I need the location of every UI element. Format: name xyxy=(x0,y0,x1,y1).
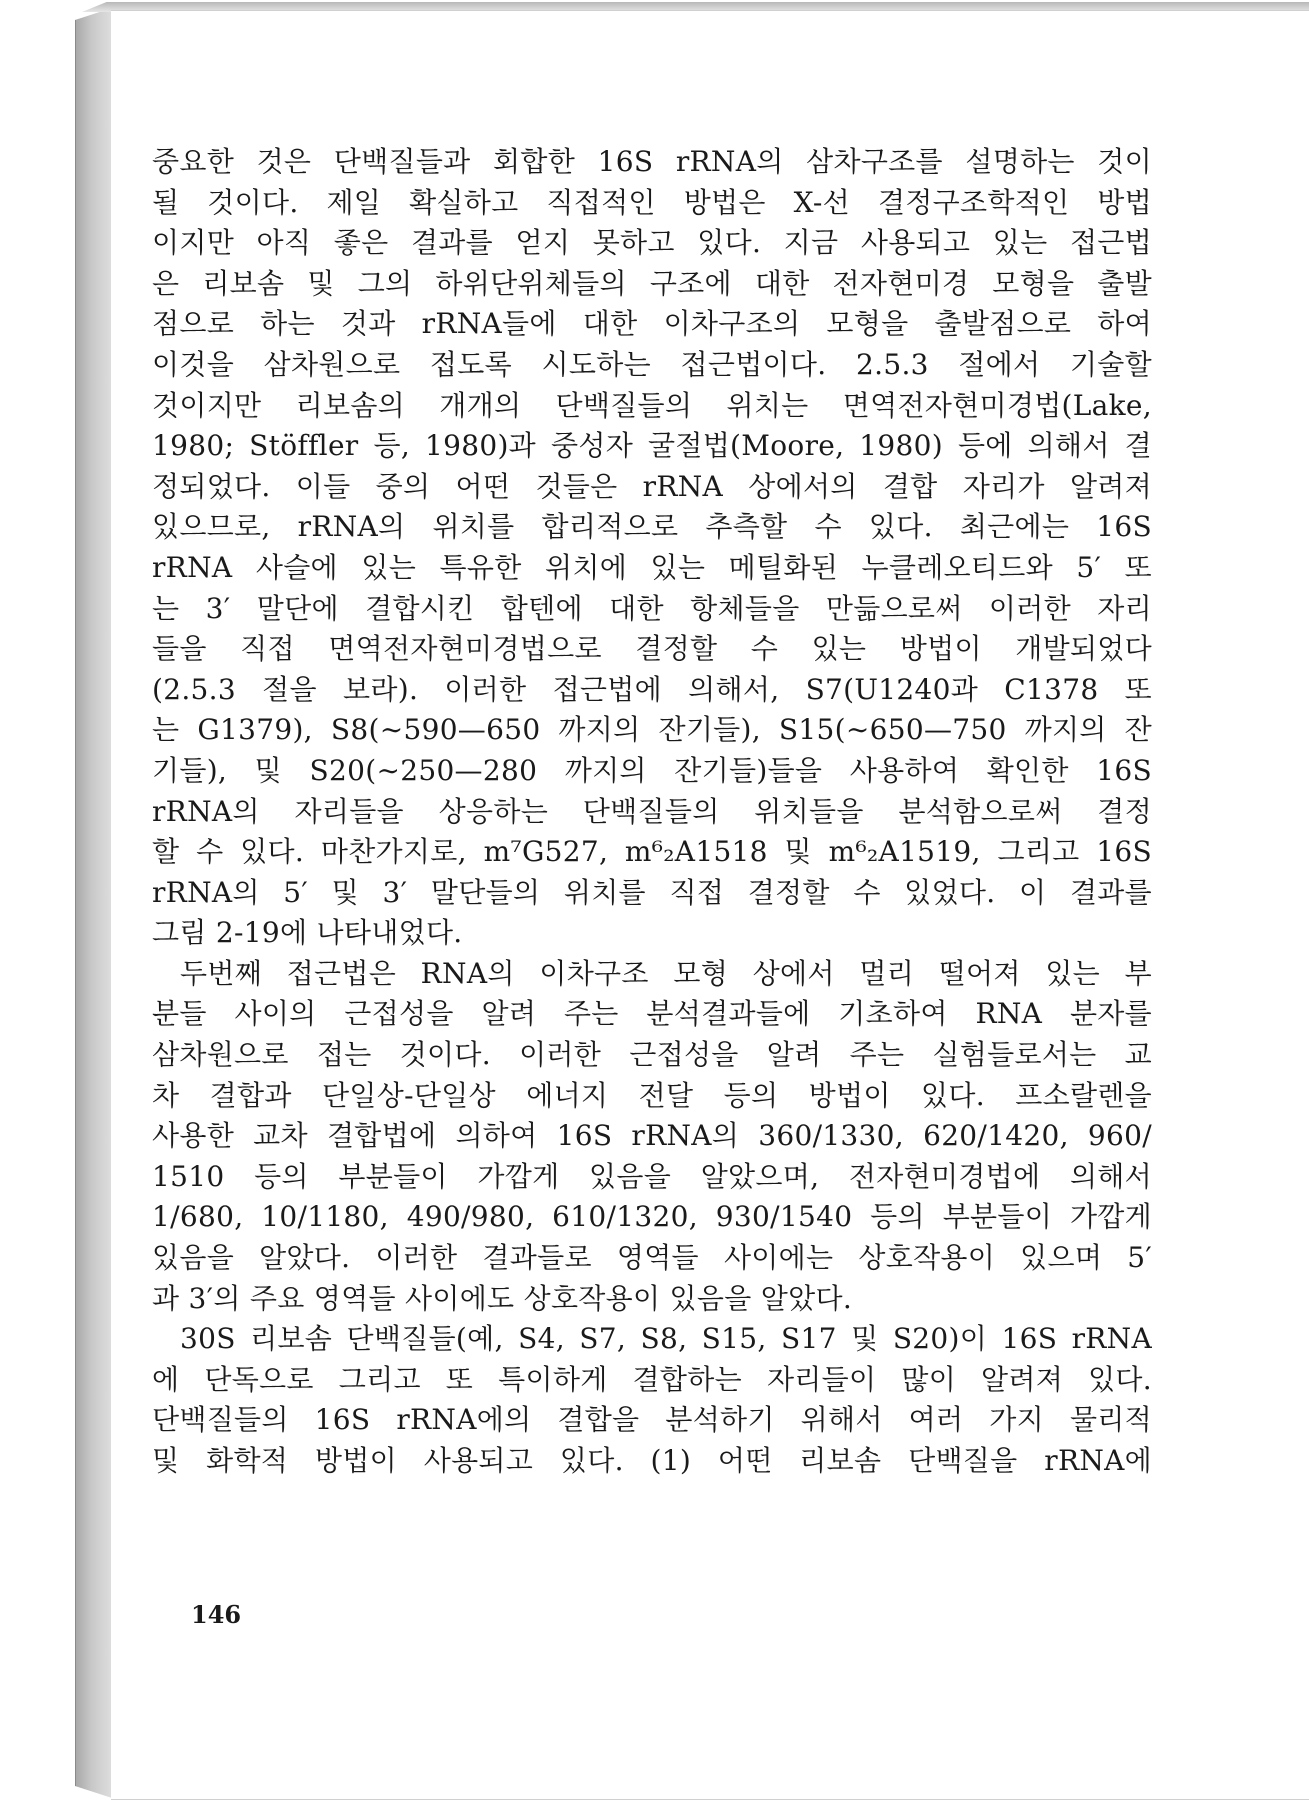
text-line: 은 리보솜 및 그의 하위단위체들의 구조에 대한 전자현미경 모형을 출발 xyxy=(152,266,1152,300)
text-line: rRNA의 자리들을 상응하는 단백질들의 위치들을 분석함으로써 결정 xyxy=(152,794,1152,828)
body-text xyxy=(152,142,1152,1482)
text-line: 분들 사이의 근접성을 알려 주는 분석결과들에 기초하여 RNA 분자를 xyxy=(152,997,1152,1031)
text-line: 있으므로, rRNA의 위치를 합리적으로 추측할 수 있다. 최근에는 16S xyxy=(152,510,1152,544)
text-line: rRNA의 5′ 및 3′ 말단들의 위치를 직접 결정할 수 있었다. 이 결과를 xyxy=(152,875,1152,909)
text-line: 사용한 교차 결합법에 의하여 16S rRNA의 360/1330, 620/1420, 960/ xyxy=(152,1119,1152,1153)
text-line: 1510 등의 부분들이 가깝게 있음을 알았으며, 전자현미경법에 의해서 xyxy=(152,1159,1152,1193)
text-line: rRNA 사슬에 있는 특유한 위치에 있는 메틸화된 누클레오티드와 5′ 또 xyxy=(152,550,1152,584)
text-line: 점으로 하는 것과 rRNA들에 대한 이차구조의 모형을 출발점으로 하여 xyxy=(152,307,1152,341)
text-line: 는 G1379), S8(∼590—650 까지의 잔기들), S15(∼650—750 까지의 잔 xyxy=(152,713,1152,747)
paragraph-start-line: 두번째 접근법은 RNA의 이차구조 모형 상에서 멀리 떨어져 있는 부 xyxy=(180,956,1152,990)
text-line: 1/680, 10/1180, 490/980, 610/1320, 930/1540 등의 부분들이 가깝게 xyxy=(152,1200,1152,1234)
text-line: 는 3′ 말단에 결합시킨 합텐에 대한 항체들을 만듦으로써 이러한 자리 xyxy=(152,591,1152,625)
text-line: 삼차원으로 접는 것이다. 이러한 근접성을 알려 주는 실험들로서는 교 xyxy=(152,1038,1152,1072)
text-line: 과 3′의 주요 영역들 사이에도 상호작용이 있음을 알았다. xyxy=(152,1281,853,1315)
text-line: 단백질들의 16S rRNA에의 결합을 분석하기 위해서 여러 가지 물리적 xyxy=(152,1403,1152,1437)
text-line: 있음을 알았다. 이러한 결과들로 영역들 사이에는 상호작용이 있으며 5′ xyxy=(152,1241,1152,1275)
text-line: (2.5.3 절을 보라). 이러한 접근법에 의해서, S7(U1240과 C1378 또 xyxy=(152,672,1152,706)
text-line: 그림 2-19에 나타내었다. xyxy=(152,916,463,950)
text-line: 할 수 있다. 마찬가지로, m⁷G527, m⁶₂A1518 및 m⁶₂A1519, 그리고 16S xyxy=(152,835,1152,869)
text-line: 정되었다. 이들 중의 어떤 것들은 rRNA 상에서의 결합 자리가 알려져 xyxy=(152,469,1152,503)
text-line: 중요한 것은 단백질들과 회합한 16S rRNA의 삼차구조를 설명하는 것이 xyxy=(152,145,1152,178)
paragraph-start-line: 30S 리보솜 단백질들(예, S4, S7, S8, S15, S17 및 S20)이 16S rRNA xyxy=(180,1322,1152,1356)
text-line: 및 화학적 방법이 사용되고 있다. (1) 어떤 리보솜 단백질을 rRNA에 xyxy=(152,1444,1152,1477)
text-line: 차 결합과 단일상-단일상 에너지 전달 등의 방법이 있다. 프소랄렌을 xyxy=(152,1078,1152,1112)
text-line: 에 단독으로 그리고 또 특이하게 결합하는 자리들이 많이 알려져 있다. xyxy=(152,1362,1152,1396)
text-line: 기들), 및 S20(∼250—280 까지의 잔기들)들을 사용하여 확인한 16S xyxy=(152,753,1152,787)
book-spine xyxy=(75,8,112,1798)
text-line: 이지만 아직 좋은 결과를 얻지 못하고 있다. 지금 사용되고 있는 접근법 xyxy=(152,226,1152,260)
text-line: 것이지만 리보솜의 개개의 단백질들의 위치는 면역전자현미경법(Lake, xyxy=(152,388,1152,422)
text-line: 이것을 삼차원으로 접도록 시도하는 접근법이다. 2.5.3 절에서 기술할 xyxy=(152,347,1152,381)
text-line: 들을 직접 면역전자현미경법으로 결정할 수 있는 방법이 개발되었다 xyxy=(152,632,1152,666)
text-line: 될 것이다. 제일 확실하고 직접적인 방법은 X-선 결정구조학적인 방법 xyxy=(152,185,1152,219)
text-line: 1980; Stöffler 등, 1980)과 중성자 굴절법(Moore, 1980) 등에 의해서 결 xyxy=(152,429,1152,463)
page-number: 146 xyxy=(191,1600,242,1629)
